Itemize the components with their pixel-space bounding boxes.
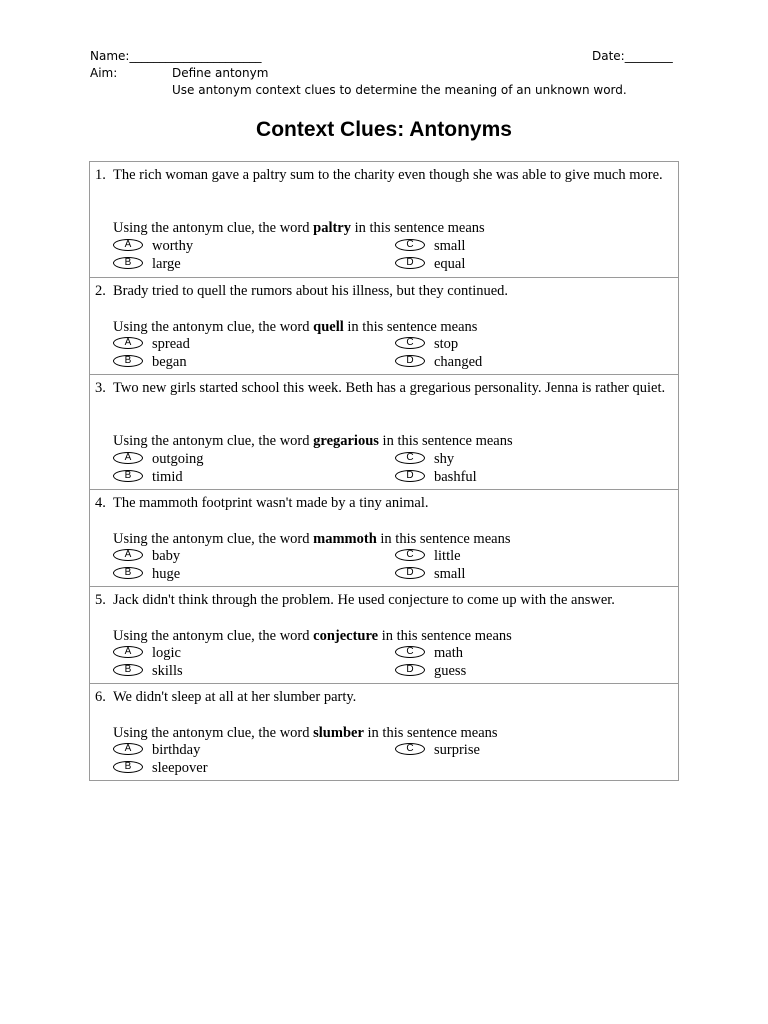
- target-word: conjecture: [313, 628, 379, 644]
- answer-bubble-icon[interactable]: D: [395, 257, 425, 269]
- name-field[interactable]: Name:______________________: [90, 49, 262, 63]
- aim-objective-2: Use antonym context clues to determine the meaning of an unknown word.: [172, 83, 627, 97]
- answer-text: birthday: [152, 742, 201, 758]
- answer-bubble-icon[interactable]: C: [395, 239, 425, 251]
- prompt-before: Using the antonym clue, the word: [113, 628, 310, 644]
- answer-text: small: [434, 566, 466, 582]
- answer-text: sleepover: [152, 760, 208, 776]
- question-number: 2.: [95, 283, 106, 299]
- answer-text: skills: [152, 663, 183, 679]
- answer-text: baby: [152, 548, 181, 564]
- answer-bubble-icon[interactable]: B: [113, 355, 143, 367]
- answer-text: timid: [152, 469, 183, 485]
- answer-bubble-icon[interactable]: C: [395, 452, 425, 464]
- question-text: Brady tried to quell the rumors about his illness, but they continued.: [113, 283, 509, 299]
- answer-text: stop: [434, 336, 459, 352]
- answer-text: shy: [434, 451, 455, 467]
- question-3: [90, 374, 678, 489]
- question-1: [90, 162, 678, 277]
- answer-bubble-icon[interactable]: C: [395, 743, 425, 755]
- question-prompt: [113, 318, 477, 336]
- answer-text: changed: [434, 354, 483, 370]
- question-text: We didn't sleep at all at her slumber party.: [113, 689, 357, 705]
- question-prompt: [113, 432, 513, 450]
- answer-text: spread: [152, 336, 190, 352]
- answer-text: worthy: [152, 238, 194, 254]
- answer-text: bashful: [434, 469, 477, 485]
- prompt-after: in this sentence means: [347, 319, 478, 335]
- question-number: 3.: [95, 380, 106, 396]
- answer-bubble-icon[interactable]: C: [395, 646, 425, 658]
- answer-bubble-icon[interactable]: B: [113, 257, 143, 269]
- answer-bubble-icon[interactable]: D: [395, 355, 425, 367]
- prompt-after: in this sentence means: [354, 220, 485, 236]
- answer-text: outgoing: [152, 451, 204, 467]
- answer-bubble-icon[interactable]: A: [113, 743, 143, 755]
- question-text: The mammoth footprint wasn't made by a tiny animal.: [113, 495, 429, 511]
- answer-bubble-icon[interactable]: D: [395, 470, 425, 482]
- answer-bubble-icon[interactable]: B: [113, 470, 143, 482]
- questions-table: [89, 161, 679, 781]
- answer-bubble-icon[interactable]: D: [395, 664, 425, 676]
- answer-bubble-icon[interactable]: D: [395, 567, 425, 579]
- question-prompt: [113, 724, 498, 742]
- question-6: [90, 683, 678, 780]
- prompt-before: Using the antonym clue, the word: [113, 319, 310, 335]
- answer-bubble-icon[interactable]: B: [113, 664, 143, 676]
- answer-text: began: [152, 354, 187, 370]
- prompt-after: in this sentence means: [367, 725, 498, 741]
- answer-text: huge: [152, 566, 181, 582]
- answer-bubble-icon[interactable]: C: [395, 549, 425, 561]
- question-prompt: [113, 219, 485, 237]
- answer-bubble-icon[interactable]: A: [113, 549, 143, 561]
- target-word: quell: [313, 319, 344, 335]
- prompt-after: in this sentence means: [380, 531, 511, 547]
- answer-text: large: [152, 256, 181, 272]
- target-word: slumber: [313, 725, 364, 741]
- answer-text: logic: [152, 645, 181, 661]
- prompt-before: Using the antonym clue, the word: [113, 531, 310, 547]
- answer-bubble-icon[interactable]: B: [113, 761, 143, 773]
- answer-text: little: [434, 548, 461, 564]
- target-word: mammoth: [313, 531, 377, 547]
- aim-label: Aim:: [90, 66, 118, 80]
- answer-bubble-icon[interactable]: A: [113, 452, 143, 464]
- question-prompt: [113, 627, 512, 645]
- date-field[interactable]: Date:________: [592, 49, 673, 63]
- question-prompt: [113, 530, 510, 548]
- prompt-before: Using the antonym clue, the word: [113, 725, 310, 741]
- question-text: The rich woman gave a paltry sum to the charity even though she was able to give much more.: [113, 167, 663, 183]
- question-4: [90, 489, 678, 586]
- answer-bubble-icon[interactable]: B: [113, 567, 143, 579]
- prompt-after: in this sentence means: [381, 628, 512, 644]
- question-number: 1.: [95, 167, 106, 183]
- answer-text: math: [434, 645, 463, 661]
- answer-text: equal: [434, 256, 466, 272]
- answer-bubble-icon[interactable]: A: [113, 337, 143, 349]
- question-5: [90, 586, 678, 683]
- answer-bubble-icon[interactable]: A: [113, 646, 143, 658]
- answer-text: surprise: [434, 742, 480, 758]
- answer-text: small: [434, 238, 466, 254]
- target-word: gregarious: [313, 433, 379, 449]
- question-text: Two new girls started school this week. Beth has a gregarious personality. Jenna is rather quiet.: [113, 380, 666, 396]
- question-2: [90, 277, 678, 374]
- aim-objective-1: Define antonym: [172, 66, 269, 80]
- answer-text: guess: [434, 663, 467, 679]
- worksheet-title: Context Clues: Antonyms: [256, 118, 512, 141]
- prompt-before: Using the antonym clue, the word: [113, 220, 310, 236]
- target-word: paltry: [313, 220, 351, 236]
- answer-bubble-icon[interactable]: A: [113, 239, 143, 251]
- prompt-after: in this sentence means: [382, 433, 513, 449]
- answer-bubble-icon[interactable]: C: [395, 337, 425, 349]
- question-text: Jack didn't think through the problem. He used conjecture to come up with the answer.: [113, 592, 615, 608]
- prompt-before: Using the antonym clue, the word: [113, 433, 310, 449]
- question-number: 4.: [95, 495, 106, 511]
- question-number: 5.: [95, 592, 106, 608]
- question-number: 6.: [95, 689, 106, 705]
